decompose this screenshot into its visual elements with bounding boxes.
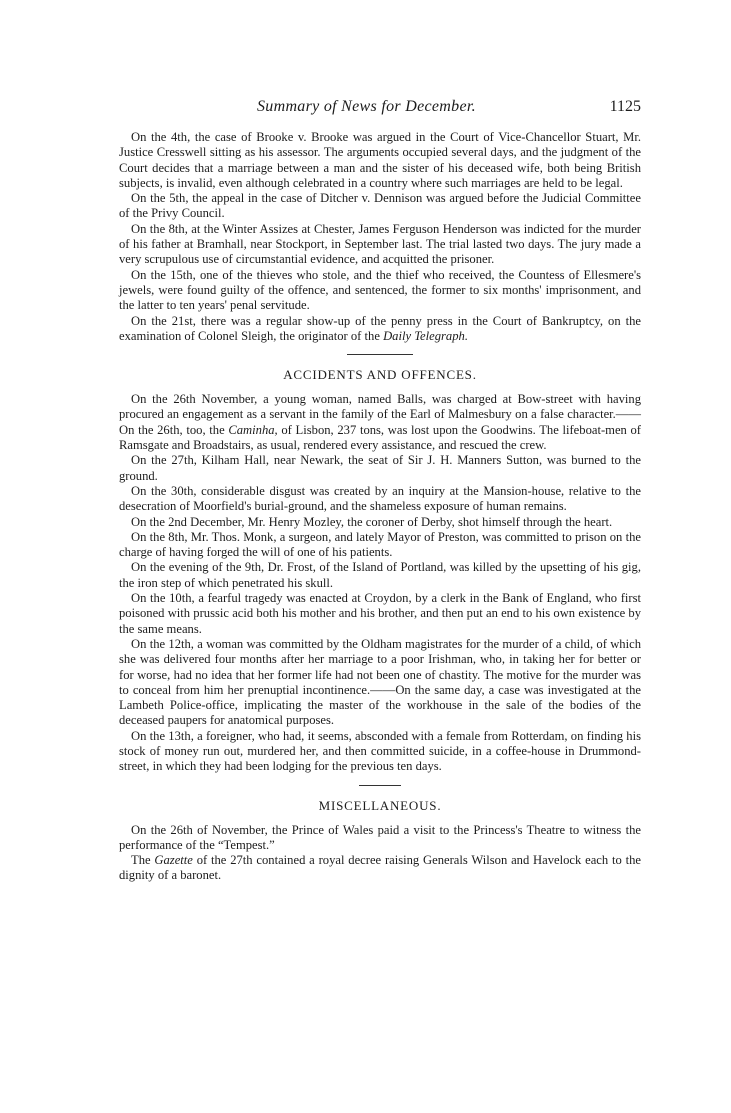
- publication-title: Gazette: [154, 853, 193, 868]
- paragraph-text: On the 26th November, a young woman, named Balls, was charged at Bow-street with having procured an engagement as a servant in the family of the Earl of Malmesbury on a false character.—— On the 26th, too, the: [119, 392, 641, 437]
- paragraph-text: of the 27th contained a royal decree raising Generals Wilson and Havelock each to the dignity of a baronet.: [119, 853, 642, 883]
- news-paragraph: On the 8th, at the Winter Assizes at Chester, James Ferguson Henderson was indicted for the murder of his father at Bramhall, near Stockport, in September last. The trial lasted two days. The jury made a very scrupulous use of circumstantial evidence, and acquitted the prisoner.: [119, 221, 641, 267]
- news-paragraph: On the 5th, the appeal in the case of Ditcher v. Dennison was argued before the Judicial Committee of the Privy Council.: [119, 191, 641, 221]
- news-section: [119, 130, 641, 344]
- misc-paragraph: On the 26th of November, the Prince of Wales paid a visit to the Princess's Theatre to witness the performance of the “Tempest.”: [119, 822, 641, 852]
- paragraph-text: The: [131, 853, 155, 868]
- section-divider: [347, 354, 413, 355]
- section-divider: [359, 785, 401, 786]
- section-heading-accidents: ACCIDENTS AND OFFENCES.: [283, 367, 477, 383]
- accidents-paragraph: On the evening of the 9th, Dr. Frost, of the Island of Portland, was killed by the upsetting of his gig, the iron step of which penetrated his skull.: [119, 560, 641, 590]
- accidents-paragraph: On the 12th, a woman was committed by the Oldham magistrates for the murder of a child, of which she was delivered four months after her marriage to a poor Irishman, who, in taking her for better or for worse, had no idea that her former life had not been one of chastity. The motive for the murder was to conceal from him her prenuptial incontinence.——On the same day, a case was investigated at the Lambeth Police-office, implicating the master of the workhouse in the sale of the bodies of the deceased paupers for anatomical purposes.: [119, 636, 641, 728]
- accidents-paragraph: On the 13th, a foreigner, who had, it seems, absconded with a female from Rotterdam, on finding his stock of money run out, murdered her, and then committed suicide, in a coffee-house in Drummond-street, in which they had been lodging for the previous ten days.: [119, 728, 641, 774]
- accidents-paragraph: On the 2nd December, Mr. Henry Mozley, the coroner of Derby, shot himself through the heart.: [131, 514, 613, 529]
- newspaper-title: Daily Telegraph.: [383, 328, 468, 343]
- accidents-paragraph: On the 27th, Kilham Hall, near Newark, the seat of Sir J. H. Manners Sutton, was burned to the ground.: [119, 453, 641, 483]
- accidents-paragraph: On the 8th, Mr. Thos. Monk, a surgeon, and lately Mayor of Preston, was committed to prison on the charge of having forged the will of one of his patients.: [119, 529, 641, 560]
- running-title: Summary of News for December.: [257, 98, 476, 115]
- misc-paragraph: [119, 853, 641, 884]
- page: [119, 98, 641, 884]
- ship-name: Caminha,: [228, 422, 278, 437]
- news-paragraph: [119, 314, 641, 345]
- accidents-paragraph: On the 30th, considerable disgust was created by an inquiry at the Mansion-house, relative to the desecration of Moorfield's burial-ground, and the shameless exposure of human remains.: [119, 483, 641, 514]
- accidents-paragraph: [119, 392, 641, 453]
- paragraph-text: On the 21st, there was a regular show-up of the penny press in the Court of Bankruptcy, on the examination of Colonel Sleigh, the originator of the: [119, 313, 641, 343]
- accidents-section: [119, 367, 641, 774]
- news-paragraph: On the 15th, one of the thieves who stole, and the thief who received, the Countess of Ellesmere's jewels, were found guilty of the offence, and sentenced, the former to six months' imprisonment, and the latter to ten years' penal servitude.: [119, 267, 641, 313]
- page-number: 1125: [609, 98, 641, 115]
- accidents-paragraph: On the 10th, a fearful tragedy was enacted at Croydon, by a clerk in the Bank of England, who first poisoned with prussic acid both his mother and his brother, and then put an end to his own existence by the same means.: [119, 591, 641, 636]
- section-heading-misc: MISCELLANEOUS.: [318, 797, 442, 813]
- misc-section: [119, 798, 641, 884]
- news-paragraph: On the 4th, the case of Brooke v. Brooke was argued in the Court of Vice-Chancellor Stuart, Mr. Justice Cresswell sitting as his assessor. The arguments occupied several days, and the judgment of the Court decides that a marriage between a man and the sister of his deceased wife, both being British subjects, is invalid, even although celebrated in a country where such marriages are held to be legal.: [119, 130, 641, 190]
- paragraph-text: of Lisbon, 237 tons, was lost upon the Goodwins. The lifeboat-men of Ramsgate and Broadstairs, as usual, rendered every assistance, and rescued the crew.: [119, 422, 641, 453]
- running-head: [119, 98, 641, 120]
